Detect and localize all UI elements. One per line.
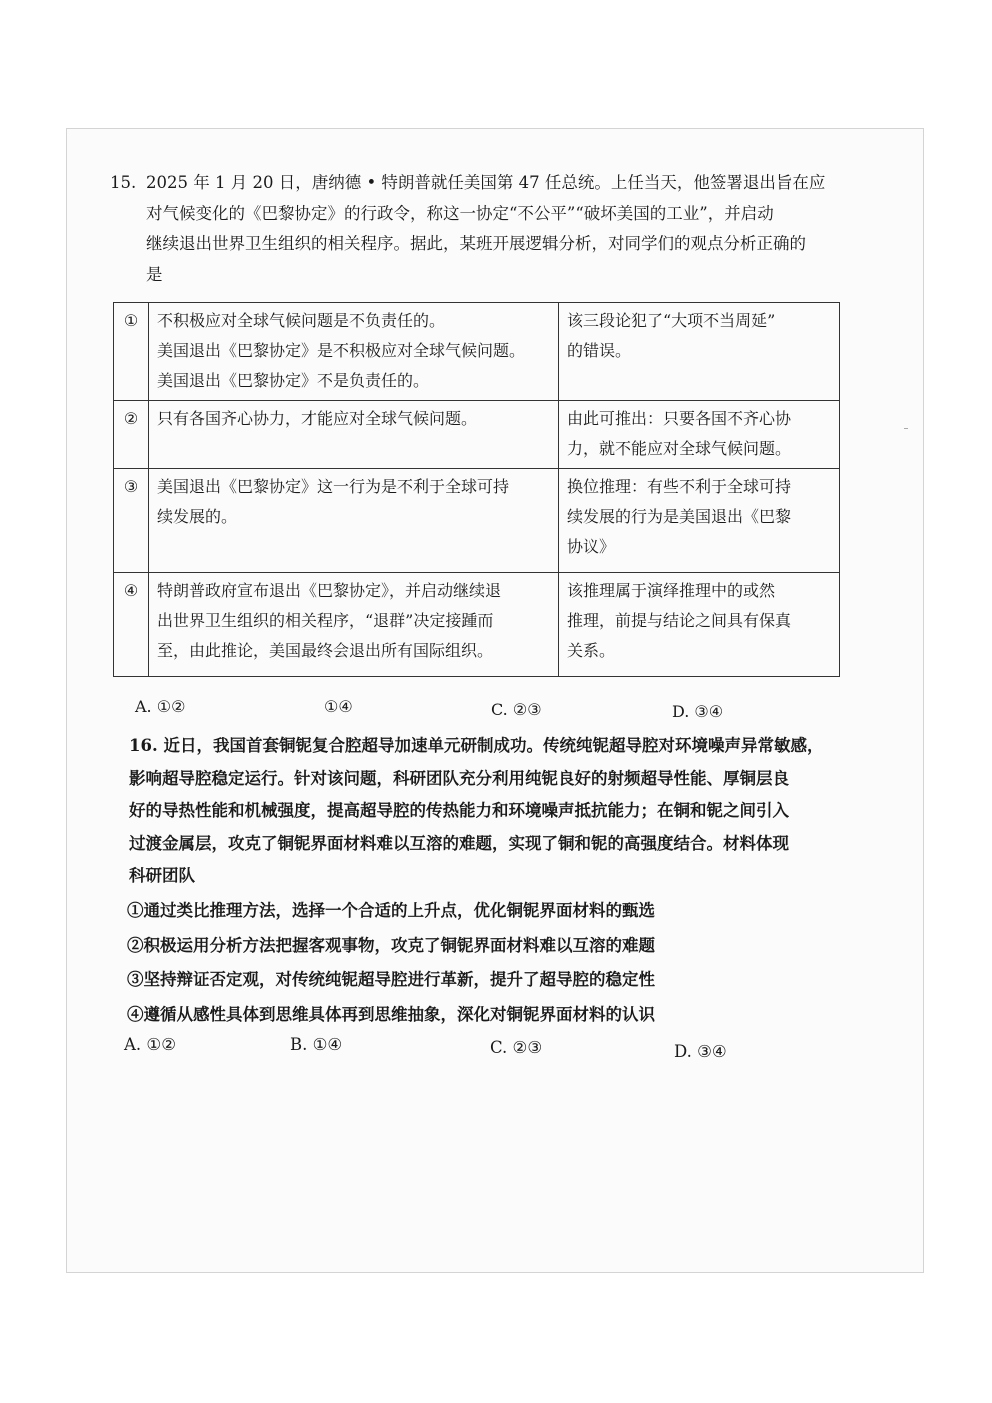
- table-row: [114, 469, 840, 573]
- comment-line: 续发展的行为是美国退出《巴黎: [567, 507, 792, 526]
- q15-stem: [110, 168, 850, 290]
- q16-stem-line: 过渡金属层，攻克了铜铌界面材料难以互溶的难题，实现了铜和铌的高强度结合。材料体现: [129, 833, 789, 853]
- option-d[interactable]: D. ③④: [672, 702, 724, 721]
- comment-line: 该三段论犯了“大项不当周延”: [567, 311, 776, 330]
- q15-stem-line: 对气候变化的《巴黎协定》的行政令，称这一协定“不公平”“破坏美国的工业”，并启动: [146, 203, 774, 223]
- row-comment: [559, 469, 840, 573]
- option-a[interactable]: A. ①②: [135, 697, 186, 716]
- statement-line: 美国退出《巴黎协定》这一行为是不利于全球可持: [157, 477, 510, 496]
- comment-line: 推理，前提与结论之间具有保真: [567, 611, 792, 630]
- q16-choice: ②积极运用分析方法把握客观事物，攻克了铜铌界面材料难以互溶的难题: [127, 935, 655, 955]
- q16-choice: ④遵循从感性具体到思维具体再到思维抽象，深化对铜铌界面材料的认识: [127, 1004, 655, 1024]
- comment-line: 由此可推出：只要各国不齐心协: [567, 409, 792, 428]
- statement-line: 只有各国齐心协力，才能应对全球气候问题。: [157, 409, 478, 428]
- scan-speck: [904, 428, 908, 429]
- q16-stem-line: 16. 近日，我国首套铜铌复合腔超导加速单元研制成功。传统纯铌超导腔对环境噪声异常敏感，: [129, 736, 824, 755]
- option-c[interactable]: C. ②③: [490, 1038, 543, 1057]
- q16-stem-line: 影响超导腔稳定运行。针对该问题，科研团队充分利用纯铌良好的射频超导性能、厚铜层良: [129, 768, 789, 788]
- comment-line: 的错误。: [567, 341, 632, 360]
- option-c[interactable]: C. ②③: [491, 700, 542, 719]
- statement-line: 特朗普政府宣布退出《巴黎协定》，并启动继续退: [157, 581, 502, 600]
- statement-line: 至，由此推论，美国最终会退出所有国际组织。: [157, 641, 494, 660]
- row-statement: [149, 303, 559, 401]
- row-statement: [149, 401, 559, 469]
- comment-line: 换位推理：有些不利于全球可持: [567, 477, 792, 496]
- q15-stem-line: 继续退出世界卫生组织的相关程序。据此，某班开展逻辑分析，对同学们的观点分析正确的: [146, 234, 806, 253]
- statement-line: 续发展的。: [157, 507, 238, 526]
- statement-line: 美国退出《巴黎协定》是不积极应对全球气候问题。: [157, 341, 526, 360]
- row-index: ②: [114, 401, 149, 469]
- row-statement: [149, 469, 559, 573]
- table-row: [114, 401, 840, 469]
- q16-choice-list: [127, 894, 655, 1032]
- row-index: ①: [114, 303, 149, 401]
- q15-analysis-table: [113, 302, 840, 677]
- option-a[interactable]: A. ①②: [124, 1035, 176, 1054]
- row-comment: [559, 303, 840, 401]
- q15-stem-line: 2025 年 1 月 20 日，唐纳德 • 特朗普就任美国第 47 任总统。上任当天，他签署退出旨在应: [146, 173, 826, 192]
- q16-choice: ①通过类比推理方法，选择一个合适的上升点，优化铜铌界面材料的甄选: [127, 901, 655, 920]
- comment-line: 该推理属于演绎推理中的或然: [567, 581, 776, 600]
- q16-stem-line: 科研团队: [129, 866, 195, 885]
- row-comment: [559, 573, 840, 677]
- q15-stem-line: 是: [146, 264, 163, 284]
- comment-line: 协议》: [567, 537, 616, 556]
- q16-stem: [129, 730, 854, 893]
- statement-line: 出世界卫生组织的相关程序，“退群”决定接踵而: [157, 611, 494, 630]
- table-row: [114, 573, 840, 677]
- comment-line: 关系。: [567, 641, 616, 660]
- statement-line: 不积极应对全球气候问题是不负责任的。: [157, 311, 446, 330]
- table-row: [114, 303, 840, 401]
- comment-line: 力，就不能应对全球气候问题。: [567, 439, 792, 458]
- q16-choice: ③坚持辩证否定观，对传统纯铌超导腔进行革新，提升了超导腔的稳定性: [127, 970, 655, 989]
- option-b[interactable]: ①④: [324, 697, 353, 716]
- row-index: ③: [114, 469, 149, 573]
- row-statement: [149, 573, 559, 677]
- row-comment: [559, 401, 840, 469]
- q15-number: 15.: [110, 173, 137, 192]
- statement-line: 美国退出《巴黎协定》不是负责任的。: [157, 371, 430, 390]
- option-b[interactable]: B. ①④: [290, 1035, 343, 1054]
- row-index: ④: [114, 573, 149, 677]
- q16-stem-line: 好的导热性能和机械强度，提高超导腔的传热能力和环境噪声抵抗能力；在铜和铌之间引入: [129, 801, 789, 820]
- option-d[interactable]: D. ③④: [674, 1042, 727, 1061]
